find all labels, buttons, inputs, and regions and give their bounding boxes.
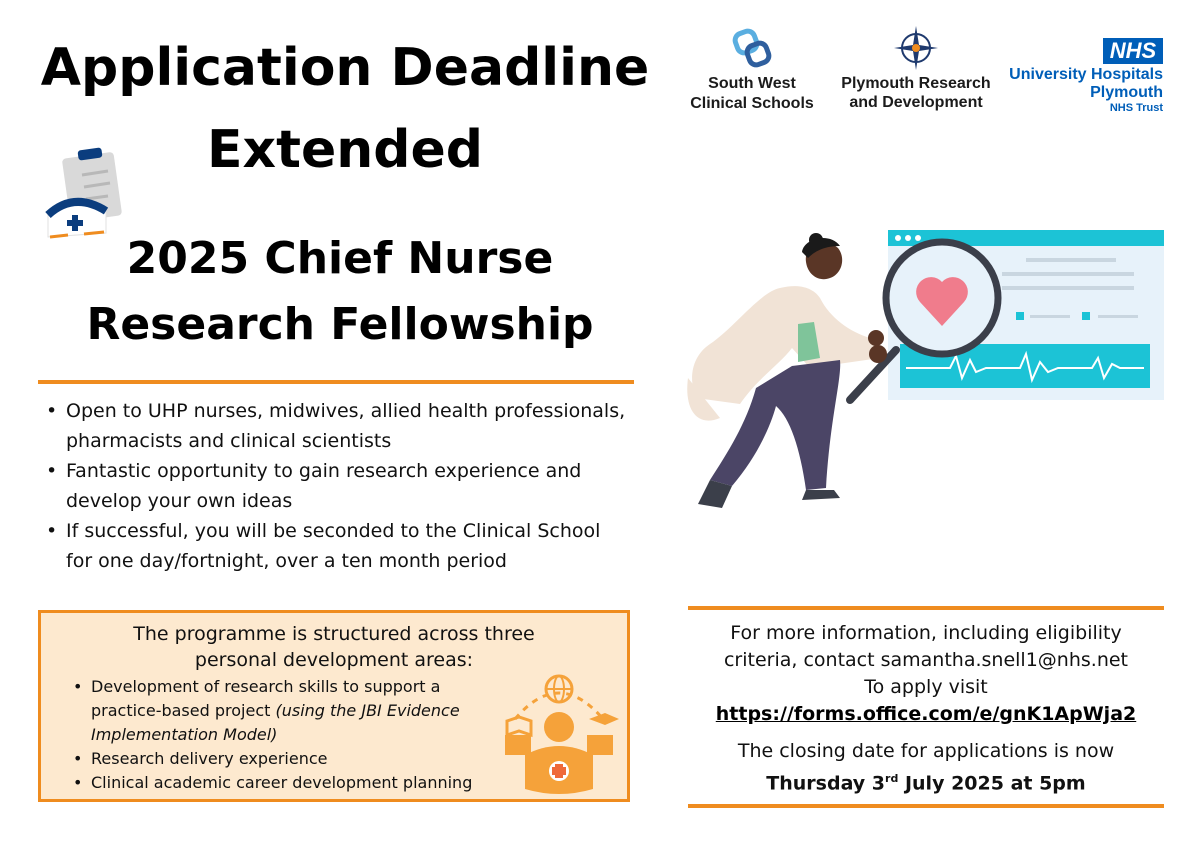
contact-line2: criteria, contact samantha.snell1@nhs.net — [723, 649, 1129, 671]
fellowship-title-line1: 2025 Chief Nurse — [126, 233, 554, 284]
contact-bottom-divider — [688, 804, 1164, 808]
plymouth-research-logo: Plymouth Research and Development — [841, 75, 991, 111]
list-item: • Development of research skills to support a practice-based project (using the JBI Evidence Implementation Model) — [71, 675, 491, 747]
apply-label: To apply visit — [864, 676, 988, 698]
compass-logo-icon — [894, 26, 938, 72]
fellowship-title-line2: Research Fellowship — [86, 299, 594, 350]
headline-line1: Application Deadline — [40, 38, 650, 98]
nhs-logo-badge: NHS — [1103, 38, 1163, 64]
programme-box — [38, 610, 630, 802]
closing-date-label: The closing date for applications is now — [737, 740, 1115, 762]
contact-top-divider — [688, 606, 1164, 610]
south-west-clinical-schools-logo: South West Clinical Schools — [690, 75, 814, 112]
headline-line2: Extended — [207, 120, 483, 180]
contact-section — [688, 620, 1164, 797]
researcher-magnifier-illustration — [680, 228, 1166, 536]
list-item: • If successful, you will be seconded to the Clinical School for one day/fortnight, over a ten month period — [42, 516, 642, 576]
list-item: • Open to UHP nurses, midwives, allied health professionals, pharmacists and clinical scientists — [42, 396, 642, 456]
contact-line1: For more information, including eligibility — [730, 622, 1122, 644]
list-item: • Fantastic opportunity to gain research experience and develop your own ideas — [42, 456, 642, 516]
programme-list — [71, 675, 491, 795]
application-link[interactable]: https://forms.office.com/e/gnK1ApWja2 — [715, 703, 1137, 725]
list-item: • Clinical academic career development planning — [71, 771, 491, 795]
list-item: • Research delivery experience — [71, 747, 491, 771]
closing-date: Thursday 3rd July 2025 at 5pm — [766, 772, 1086, 795]
learner-development-icon — [497, 673, 621, 799]
eligibility-list — [42, 396, 642, 576]
south-west-clinical-schools-logo-icon — [732, 28, 772, 68]
section-divider — [38, 380, 634, 384]
uhp-logo: University Hospitals Plymouth NHS Trust — [1009, 66, 1163, 114]
programme-intro: The programme is structured across three personal development areas: — [133, 623, 535, 671]
